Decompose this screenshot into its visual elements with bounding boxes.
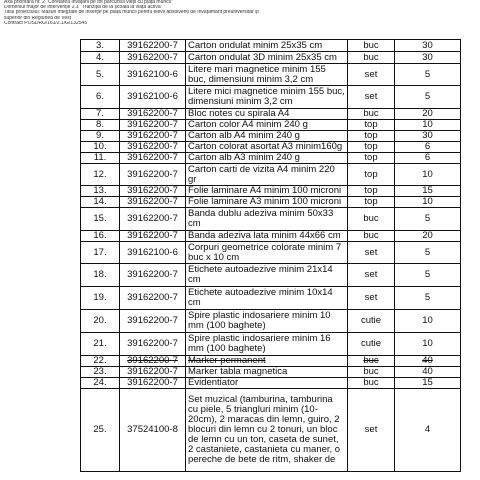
table-row xyxy=(81,52,461,64)
cell-unit: set xyxy=(348,287,395,310)
cell-unit: top xyxy=(348,131,395,142)
cell-unit: buc xyxy=(348,367,395,378)
table-row xyxy=(81,109,461,120)
cell-desc: Marker tabla magnetica xyxy=(186,367,348,378)
table-row xyxy=(81,310,461,333)
cell-code: 39162200-7 xyxy=(120,40,186,52)
cell-desc: Carton color A4 minim 240 g xyxy=(186,120,348,131)
cell-nr: 9. xyxy=(81,131,120,142)
cell-code: 39162200-7 xyxy=(120,356,186,367)
table-row xyxy=(81,333,461,356)
cell-desc: Litere mici magnetice minim 155 buc, dimensiuni minim 3,2 cm xyxy=(186,86,348,109)
header-line: Contract POSDRU/161/2.1/G/132545 xyxy=(4,20,88,26)
cell-code: 39162200-7 xyxy=(120,310,186,333)
cell-unit: set xyxy=(348,242,395,264)
table-row xyxy=(81,153,461,164)
table-row xyxy=(81,142,461,153)
cell-unit: set xyxy=(348,64,395,86)
cell-unit: top xyxy=(348,120,395,131)
cell-unit: buc xyxy=(348,378,395,389)
cell-qty: 5 xyxy=(395,287,461,310)
table-row xyxy=(81,264,461,287)
cell-unit: set xyxy=(348,389,395,472)
cell-nr: 21. xyxy=(81,333,120,356)
cell-nr: 4. xyxy=(81,52,120,64)
cell-code: 39162200-7 xyxy=(120,153,186,164)
cell-nr: 5. xyxy=(81,64,120,86)
cell-code: 39162200-7 xyxy=(120,131,186,142)
cell-unit: buc xyxy=(348,40,395,52)
header-line: Domeniul major de intervenție 2.1 "Tranziția de la școală la viața activă" xyxy=(4,5,163,11)
cell-unit: top xyxy=(348,186,395,197)
cell-code: 39162200-7 xyxy=(120,378,186,389)
cell-code: 39162100-6 xyxy=(120,86,186,109)
table-row xyxy=(81,197,461,208)
cell-qty: 5 xyxy=(395,208,461,231)
cell-code: 39162200-7 xyxy=(120,287,186,310)
cell-code: 39162200-7 xyxy=(120,367,186,378)
cell-qty: 6 xyxy=(395,142,461,153)
cell-desc: Banda dublu adeziva minim 50x33 cm xyxy=(186,208,348,231)
cell-desc: Spire plastic indosariere minim 16 mm (100 baghete) xyxy=(186,333,348,356)
cell-code: 39162200-7 xyxy=(120,142,186,153)
cell-nr: 24. xyxy=(81,378,120,389)
cell-desc: Banda adeziva lata minim 44x66 cm xyxy=(186,231,348,242)
cell-qty: 10 xyxy=(395,333,461,356)
cell-qty: 30 xyxy=(395,131,461,142)
cell-unit: top xyxy=(348,142,395,153)
cell-qty: 10 xyxy=(395,310,461,333)
cell-code: 39162200-7 xyxy=(120,186,186,197)
cell-qty: 5 xyxy=(395,264,461,287)
cell-code: 39162100-6 xyxy=(120,64,186,86)
cell-desc: Evidentiator xyxy=(186,378,348,389)
cell-code: 39162200-7 xyxy=(120,197,186,208)
cell-qty: 10 xyxy=(395,120,461,131)
cell-nr: 10. xyxy=(81,142,120,153)
cell-qty: 40 xyxy=(395,356,461,367)
document-header xyxy=(4,0,304,26)
cell-code: 39162200-7 xyxy=(120,333,186,356)
cell-qty: 6 xyxy=(395,153,461,164)
cell-desc: Etichete autoadezive minim 10x14 cm xyxy=(186,287,348,310)
cell-desc: Carton carti de vizita A4 minim 220 gr xyxy=(186,164,348,186)
cell-unit: buc xyxy=(348,109,395,120)
cell-qty: 30 xyxy=(395,40,461,52)
table-row xyxy=(81,356,461,367)
cell-code: 39162200-7 xyxy=(120,164,186,186)
cell-nr: 25. xyxy=(81,389,120,472)
cell-desc: Marker permanent xyxy=(186,356,348,367)
cell-desc: Litere mari magnetice minim 155 buc, dimensiuni minim 3,2 cm xyxy=(186,64,348,86)
cell-unit: top xyxy=(348,153,395,164)
cell-unit: buc xyxy=(348,52,395,64)
cell-unit: buc xyxy=(348,356,395,367)
cell-qty: 20 xyxy=(395,231,461,242)
cell-desc: Folie laminare A4 minim 100 microni xyxy=(186,186,348,197)
cell-unit: top xyxy=(348,164,395,186)
table-row xyxy=(81,64,461,86)
table-row xyxy=(81,367,461,378)
table-row xyxy=(81,378,461,389)
cell-nr: 11. xyxy=(81,153,120,164)
cell-unit: cutie xyxy=(348,310,395,333)
cell-nr: 8. xyxy=(81,120,120,131)
cell-nr: 20. xyxy=(81,310,120,333)
table-row xyxy=(81,186,461,197)
cell-desc: Bloc notes cu spirala A4 xyxy=(186,109,348,120)
table-row xyxy=(81,208,461,231)
cell-unit: top xyxy=(348,197,395,208)
table-row xyxy=(81,164,461,186)
header-line: Axa prioritară nr. 2 "Corelarea învățării pe tot parcursul vieții cu piața muncii" xyxy=(4,0,173,5)
cell-qty: 10 xyxy=(395,197,461,208)
table-row xyxy=(81,131,461,142)
table-row xyxy=(81,86,461,109)
cell-qty: 10 xyxy=(395,164,461,186)
table-row xyxy=(81,287,461,310)
cell-desc: Corpuri geometrice colorate minim 7 buc x 10 cm xyxy=(186,242,348,264)
cell-nr: 14. xyxy=(81,197,120,208)
cell-nr: 23. xyxy=(81,367,120,378)
cell-code: 39162100-6 xyxy=(120,242,186,264)
cell-nr: 7. xyxy=(81,109,120,120)
table-row xyxy=(81,242,461,264)
cell-desc: Carton colorat asortat A3 minim160g xyxy=(186,142,348,153)
cell-unit: buc xyxy=(348,231,395,242)
cell-desc: Carton ondulat 3D minim 25x35 cm xyxy=(186,52,348,64)
table-row xyxy=(81,120,461,131)
header-line: superior din Regiunea de Vest xyxy=(4,15,71,21)
cell-code: 39162200-7 xyxy=(120,208,186,231)
cell-qty: 15 xyxy=(395,186,461,197)
cell-nr: 3. xyxy=(81,40,120,52)
cell-qty: 4 xyxy=(395,389,461,472)
items-table xyxy=(80,39,461,472)
cell-nr: 16. xyxy=(81,231,120,242)
cell-qty: 15 xyxy=(395,378,461,389)
cell-qty: 5 xyxy=(395,64,461,86)
cell-unit: set xyxy=(348,264,395,287)
cell-unit: set xyxy=(348,86,395,109)
cell-desc: Carton alb A4 minim 240 g xyxy=(186,131,348,142)
cell-nr: 6. xyxy=(81,86,120,109)
cell-nr: 17. xyxy=(81,242,120,264)
cell-code: 39162200-7 xyxy=(120,264,186,287)
table-row xyxy=(81,40,461,52)
cell-qty: 40 xyxy=(395,367,461,378)
cell-code: 37524100-8 xyxy=(120,389,186,472)
cell-nr: 12. xyxy=(81,164,120,186)
cell-desc: Set muzical (tamburina, tamburina cu piele, 5 triangluri minim (10-20cm), 2 maracas din lemn, guiro, 2 blocuri din lemn cu 2 tonuri, un bloc de lemn cu un ton, caseta de sunet, 2 castaniete, castanieta cu maner, o pereche de bete de ritm, shaker de xyxy=(186,389,348,472)
cell-code: 39162200-7 xyxy=(120,120,186,131)
cell-code: 39162200-7 xyxy=(120,109,186,120)
cell-code: 39162200-7 xyxy=(120,52,186,64)
table-row xyxy=(81,231,461,242)
table-row xyxy=(81,389,461,472)
cell-desc: Etichete autoadezive minim 21x14 cm xyxy=(186,264,348,287)
cell-qty: 5 xyxy=(395,86,461,109)
cell-desc: Carton alb A3 minim 240 g xyxy=(186,153,348,164)
cell-desc: Folie laminare A3 minim 100 microni xyxy=(186,197,348,208)
cell-desc: Spire plastic indosariere minim 10 mm (100 baghete) xyxy=(186,310,348,333)
cell-nr: 18. xyxy=(81,264,120,287)
items-table-body xyxy=(81,40,461,472)
cell-unit: cutie xyxy=(348,333,395,356)
header-line: Titlul proiectului: Măsuri integrate de inserție pe piața muncii pentru elevii absolvenți de învățământ preuniversitar și xyxy=(4,10,259,16)
cell-qty: 20 xyxy=(395,109,461,120)
cell-unit: buc xyxy=(348,208,395,231)
cell-nr: 13. xyxy=(81,186,120,197)
cell-nr: 15. xyxy=(81,208,120,231)
cell-qty: 5 xyxy=(395,242,461,264)
cell-qty: 30 xyxy=(395,52,461,64)
cell-code: 39162200-7 xyxy=(120,231,186,242)
cell-nr: 19. xyxy=(81,287,120,310)
cell-nr: 22. xyxy=(81,356,120,367)
cell-desc: Carton ondulat minim 25x35 cm xyxy=(186,40,348,52)
